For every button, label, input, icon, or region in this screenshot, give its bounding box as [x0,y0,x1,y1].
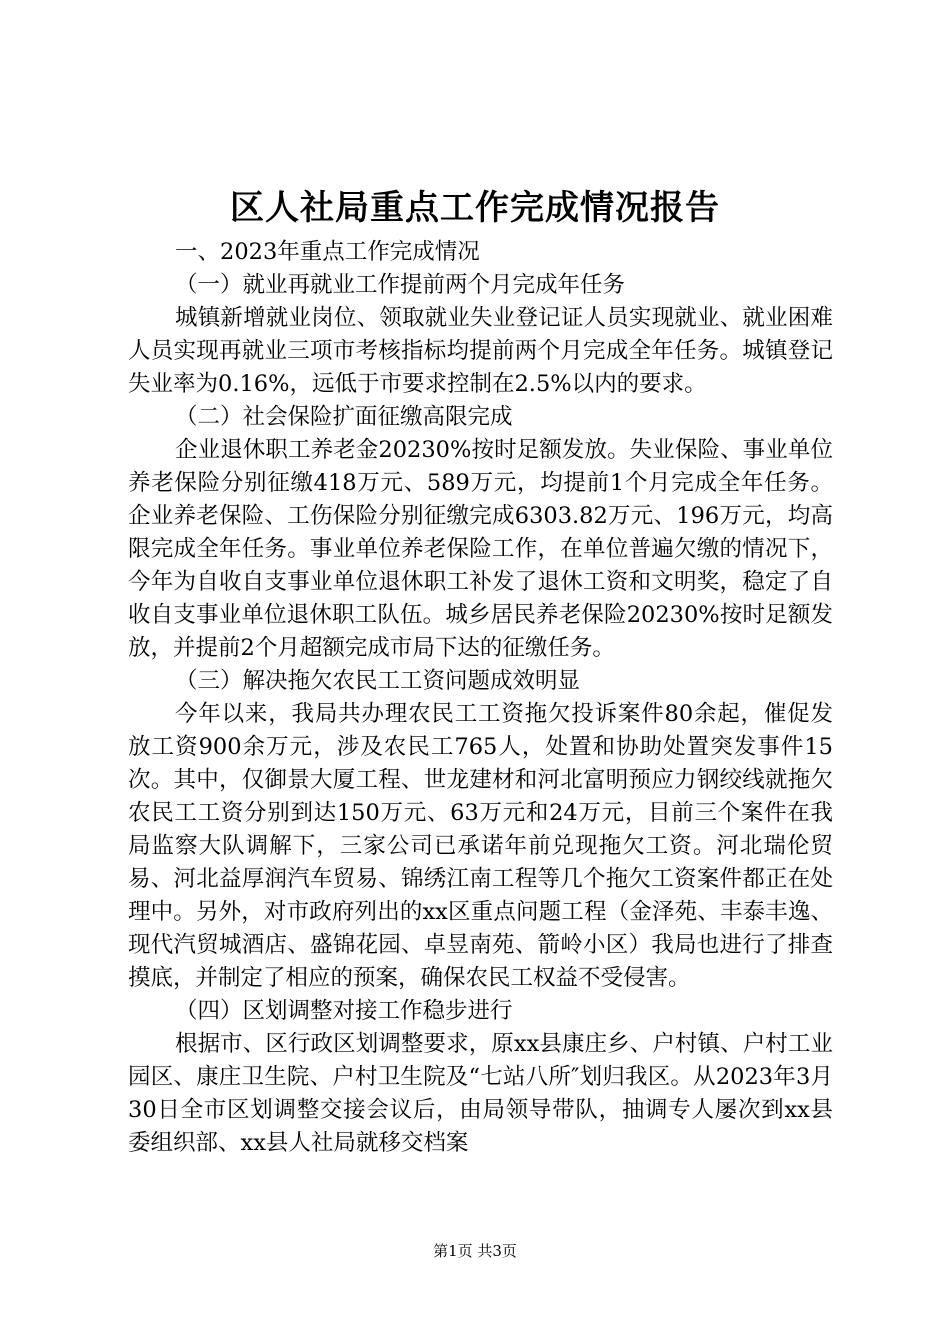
subsection-heading: （四）区划调整对接工作稳步进行 [175,998,513,1024]
document-title: 区人社局重点工作完成情况报告 [230,188,720,228]
body-paragraph: 企业退休职工养老金20230%按时足额发放。失业保险、事业单位养老保险分别征缴418万元、589万元，均提前1个月完成全年任务。企业养老保险、工伤保险分别征缴完成6303.82万元、196万元，均高限完成全年任务。事业单位养老保险工作，在单位普遍欠缴的情况下，今年为自收自支事业单位退休职工补发了退休工资和文明奖，稳定了自收自支事业单位退休职工队伍。城乡居民养老保险20230%按时足额发放，并提前2个月超额完成市局下达的征缴任务。 [128,437,833,661]
subsection-heading: （三）解决拖欠农民工工资问题成效明显 [175,668,581,694]
document-body [128,236,833,1160]
subsection-heading: （一）就业再就业工作提前两个月完成年任务 [175,272,626,298]
page-footer: 第1页 共3页 [433,1242,517,1260]
body-paragraph: 城镇新增就业岗位、领取就业失业登记证人员实现就业、就业困难人员实现再就业三项市考核指标均提前两个月完成全年任务。城镇登记失业率为0.16%，远低于市要求控制在2.5%以内的要求。 [128,305,833,397]
section-heading: 一、2023年重点工作完成情况 [175,239,480,265]
body-paragraph: 今年以来，我局共办理农民工工资拖欠投诉案件80余起，催促发放工资900余万元，涉及农民工765人，处置和协助处置突发事件15次。其中，仅御景大厦工程、世龙建材和河北富明预应力钢绞线就拖欠农民工工资分别到达150万元、63万元和24万元，目前三个案件在我局监察大队调解下，三家公司已承诺年前兑现拖欠工资。河北瑞伦贸易、河北益厚润汽车贸易、锦绣江南工程等几个拖欠工资案件都正在处理中。另外，对市政府列出的xx区重点问题工程（金泽苑、丰泰丰逸、现代汽贸城酒店、盛锦花园、卓昱南苑、箭岭小区）我局也进行了排查摸底，并制定了相应的预案，确保农民工权益不受侵害。 [128,701,833,991]
body-paragraph: 根据市、区行政区划调整要求，原xx县康庄乡、户村镇、户村工业园区、康庄卫生院、户村卫生院及“七站八所″划归我区。从2023年3月30日全市区划调整交接会议后，由局领导带队，抽调专人屡次到xx县委组织部、xx县人社局就移交档案 [128,1031,833,1156]
subsection-heading: （二）社会保险扩面征缴高限完成 [175,404,513,430]
